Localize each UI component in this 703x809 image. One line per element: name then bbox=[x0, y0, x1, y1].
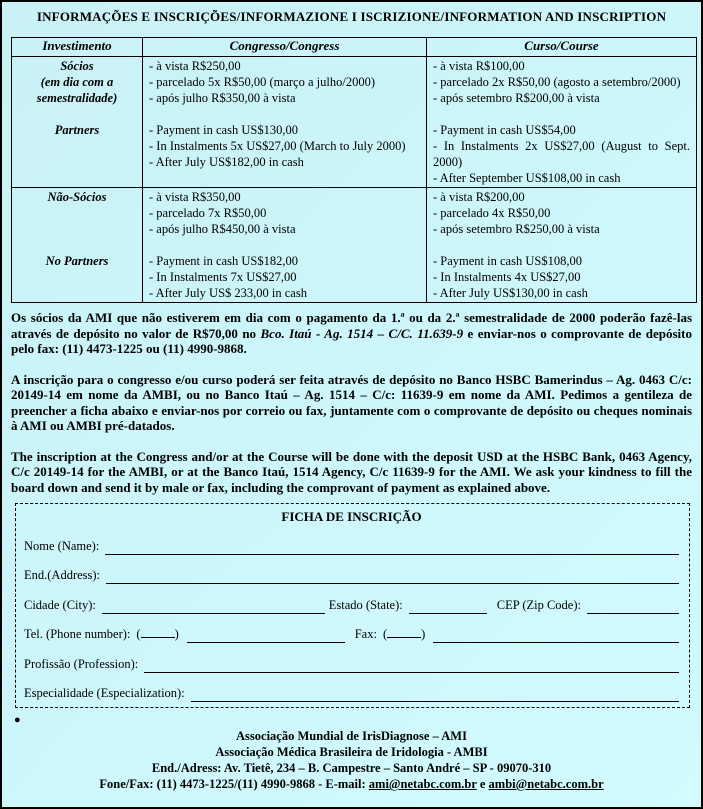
page-title: INFORMAÇÕES E INSCRIÇÕES/INFORMAZIONE I ISCRIZIONE/INFORMATION AND INSCRIPTION bbox=[36, 9, 667, 24]
cell-socios-congress bbox=[143, 57, 427, 188]
paragraph-inscription-en: The inscription at the Congress and/or at the Course will be done with the deposit USD at the HSBC Bank, 0463 Agency, C/c 20149-14 for the AMBI, or at the Banco Itaú, 1514 Agency, C/c 11639-9 for the AMI. We ask your kindness to fill the board down and send it by male or fax, including the comprovant of payment as explained above. bbox=[11, 448, 692, 495]
price-line: - à vista R$100,00 bbox=[433, 59, 525, 73]
zip-label: CEP (Zip Code): bbox=[496, 597, 581, 612]
table-header-row bbox=[12, 38, 697, 57]
field-row-phone-fax bbox=[24, 626, 679, 643]
city-field-line[interactable] bbox=[102, 599, 325, 614]
field-row-city-state-zip bbox=[24, 597, 679, 614]
price-line: - After July US$ 233,00 in cash bbox=[149, 286, 307, 300]
price-line: - à vista R$350,00 bbox=[149, 190, 241, 204]
footer-block bbox=[2, 728, 701, 792]
price-line: - após setembro R$250,00 à vista bbox=[433, 222, 600, 236]
name-field-line[interactable] bbox=[105, 540, 679, 555]
profession-label: Profissão (Profession): bbox=[24, 656, 139, 671]
price-line: - à vista R$200,00 bbox=[433, 190, 525, 204]
bullet-icon: ● bbox=[14, 714, 21, 726]
form-title: FICHA DE INSCRIÇÃO bbox=[281, 509, 422, 524]
email-link-ami[interactable]: ami@netabc.com.br bbox=[368, 777, 477, 791]
price-line: - After September US$108,00 in cash bbox=[433, 171, 621, 185]
table-row-socios bbox=[12, 57, 697, 188]
footer-contact bbox=[2, 776, 701, 792]
specialty-label: Especialidade (Especialization): bbox=[24, 686, 185, 700]
table-row-nao-socios bbox=[12, 188, 697, 303]
price-line: - parcelado 7x R$50,00 bbox=[149, 206, 267, 220]
price-line: - After July US$182,00 in cash bbox=[149, 155, 304, 169]
paragraph-inscricao-pt: A inscrição para o congresso e/ou curso poderá ser feita através de depósito no Banco HSBC Bamerindus – Ag. 0463 C/c: 20149-14 em nome da AMBI, ou no Banco Itaú – Ag. 1514 – C/c: 11639-9 em nome da AMI. Pedimos a gentileza de preencher a ficha abaixo e enviar-nos por correio ou fax, juntamente com o comprovante de depósito ou cheques nominais à AMI ou AMBI pré-datados. bbox=[11, 371, 692, 433]
cell-socios-label bbox=[12, 57, 143, 188]
field-row-specialty bbox=[24, 685, 679, 702]
profession-field-line[interactable] bbox=[144, 658, 679, 673]
header-curso: Curso/Course bbox=[427, 38, 697, 57]
address-field-line[interactable] bbox=[106, 569, 679, 584]
socios-title: Sócios bbox=[60, 59, 94, 73]
state-field-line[interactable] bbox=[409, 599, 487, 614]
footer-contact-prefix: Fone/Fax: (11) 4473-1225/(11) 4990-9868 - E-mail: bbox=[99, 777, 369, 791]
price-line: - After July US$130,00 in cash bbox=[433, 286, 588, 300]
fax-field-line[interactable] bbox=[433, 628, 679, 643]
price-line: - parcelado 2x R$50,00 (agosto a setembro/2000) bbox=[433, 75, 681, 89]
city-label: Cidade (City): bbox=[24, 597, 96, 612]
price-line: - parcelado 5x R$50,00 (março a julho/2000) bbox=[149, 75, 375, 89]
address-label: End.(Address): bbox=[24, 568, 101, 582]
footer-email-separator: e bbox=[476, 777, 489, 791]
cell-nao-socios-congress bbox=[143, 188, 427, 303]
phone-label: Tel. (Phone number): bbox=[24, 627, 131, 641]
fax-label: Fax: bbox=[354, 627, 377, 641]
p1-text-after: e enviar-nos o comprovante de depósito pelo fax: (11) 4473-1225 ou (11) 4990-9868. bbox=[11, 325, 692, 356]
footer-org-ambi: Associação Médica Brasileira de Iridologia - AMBI bbox=[215, 745, 488, 759]
paragraph-socios-payment bbox=[11, 310, 692, 357]
price-line: - após julho R$350,00 à vista bbox=[149, 91, 296, 105]
state-label: Estado (State): bbox=[328, 597, 403, 612]
fax-area-code-field[interactable]: ( ) bbox=[382, 627, 426, 641]
p1-bank-details: Bco. Itaú - Ag. 1514 – C/C. 11.639-9 bbox=[260, 325, 464, 341]
name-label: Nome (Name): bbox=[24, 538, 100, 553]
price-line: - In Instalments 4x US$27,00 bbox=[433, 270, 581, 284]
field-row-name bbox=[24, 538, 679, 555]
footer-address: End./Adress: Av. Tietê, 234 – B. Campestre – Santo André – SP - 09070-310 bbox=[151, 761, 552, 775]
price-line: - Payment in cash US$54,00 bbox=[433, 123, 576, 137]
price-line: - após julho R$450,00 à vista bbox=[149, 222, 296, 236]
phone-area-code-field[interactable]: ( ) bbox=[136, 627, 179, 641]
header-congresso: Congresso/Congress bbox=[143, 38, 427, 57]
zip-field-line[interactable] bbox=[587, 599, 679, 614]
price-line: - após setembro R$200,00 à vista bbox=[433, 91, 600, 105]
price-line: - In Instalments 2x US$27,00 (August to Sept. 2000) bbox=[433, 139, 690, 169]
email-link-ambi[interactable]: ambi@netabc.com.br bbox=[488, 777, 604, 791]
nao-socios-title: Não-Sócios bbox=[47, 190, 107, 204]
price-line: - à vista R$250,00 bbox=[149, 59, 241, 73]
socios-en: Partners bbox=[54, 123, 100, 137]
price-line: - Payment in cash US$130,00 bbox=[149, 123, 298, 137]
price-line: - In Instalments 7x US$27,00 bbox=[149, 270, 297, 284]
price-line: - Payment in cash US$108,00 bbox=[433, 254, 582, 268]
footer-org-ami: Associação Mundial de IrisDiagnose – AMI bbox=[236, 729, 467, 743]
nao-socios-en: No Partners bbox=[45, 254, 109, 268]
price-line: - parcelado 4x R$50,00 bbox=[433, 206, 551, 220]
pricing-table bbox=[11, 37, 697, 303]
specialty-field-line[interactable] bbox=[191, 687, 679, 702]
field-row-profession bbox=[24, 656, 679, 673]
inscription-form bbox=[15, 503, 690, 708]
phone-field-line[interactable] bbox=[187, 628, 345, 643]
field-row-address bbox=[24, 567, 679, 584]
price-line: - In Instalments 5x US$27,00 (March to July 2000) bbox=[149, 139, 406, 153]
cell-socios-course bbox=[427, 57, 697, 188]
header-investimento: Investimento bbox=[12, 38, 143, 57]
socios-note: (em dia com a semestralidade) bbox=[36, 75, 118, 105]
price-line: - Payment in cash US$182,00 bbox=[149, 254, 298, 268]
p1-text-before: Os sócios da AMI que não estiverem em dia com o pagamento da 1.ª ou da 2.ª semestralidade de 2000 poderão fazê-las através de depósito no valor de R$70,00 no bbox=[11, 310, 692, 341]
cell-nao-socios-label bbox=[12, 188, 143, 303]
cell-nao-socios-course bbox=[427, 188, 697, 303]
